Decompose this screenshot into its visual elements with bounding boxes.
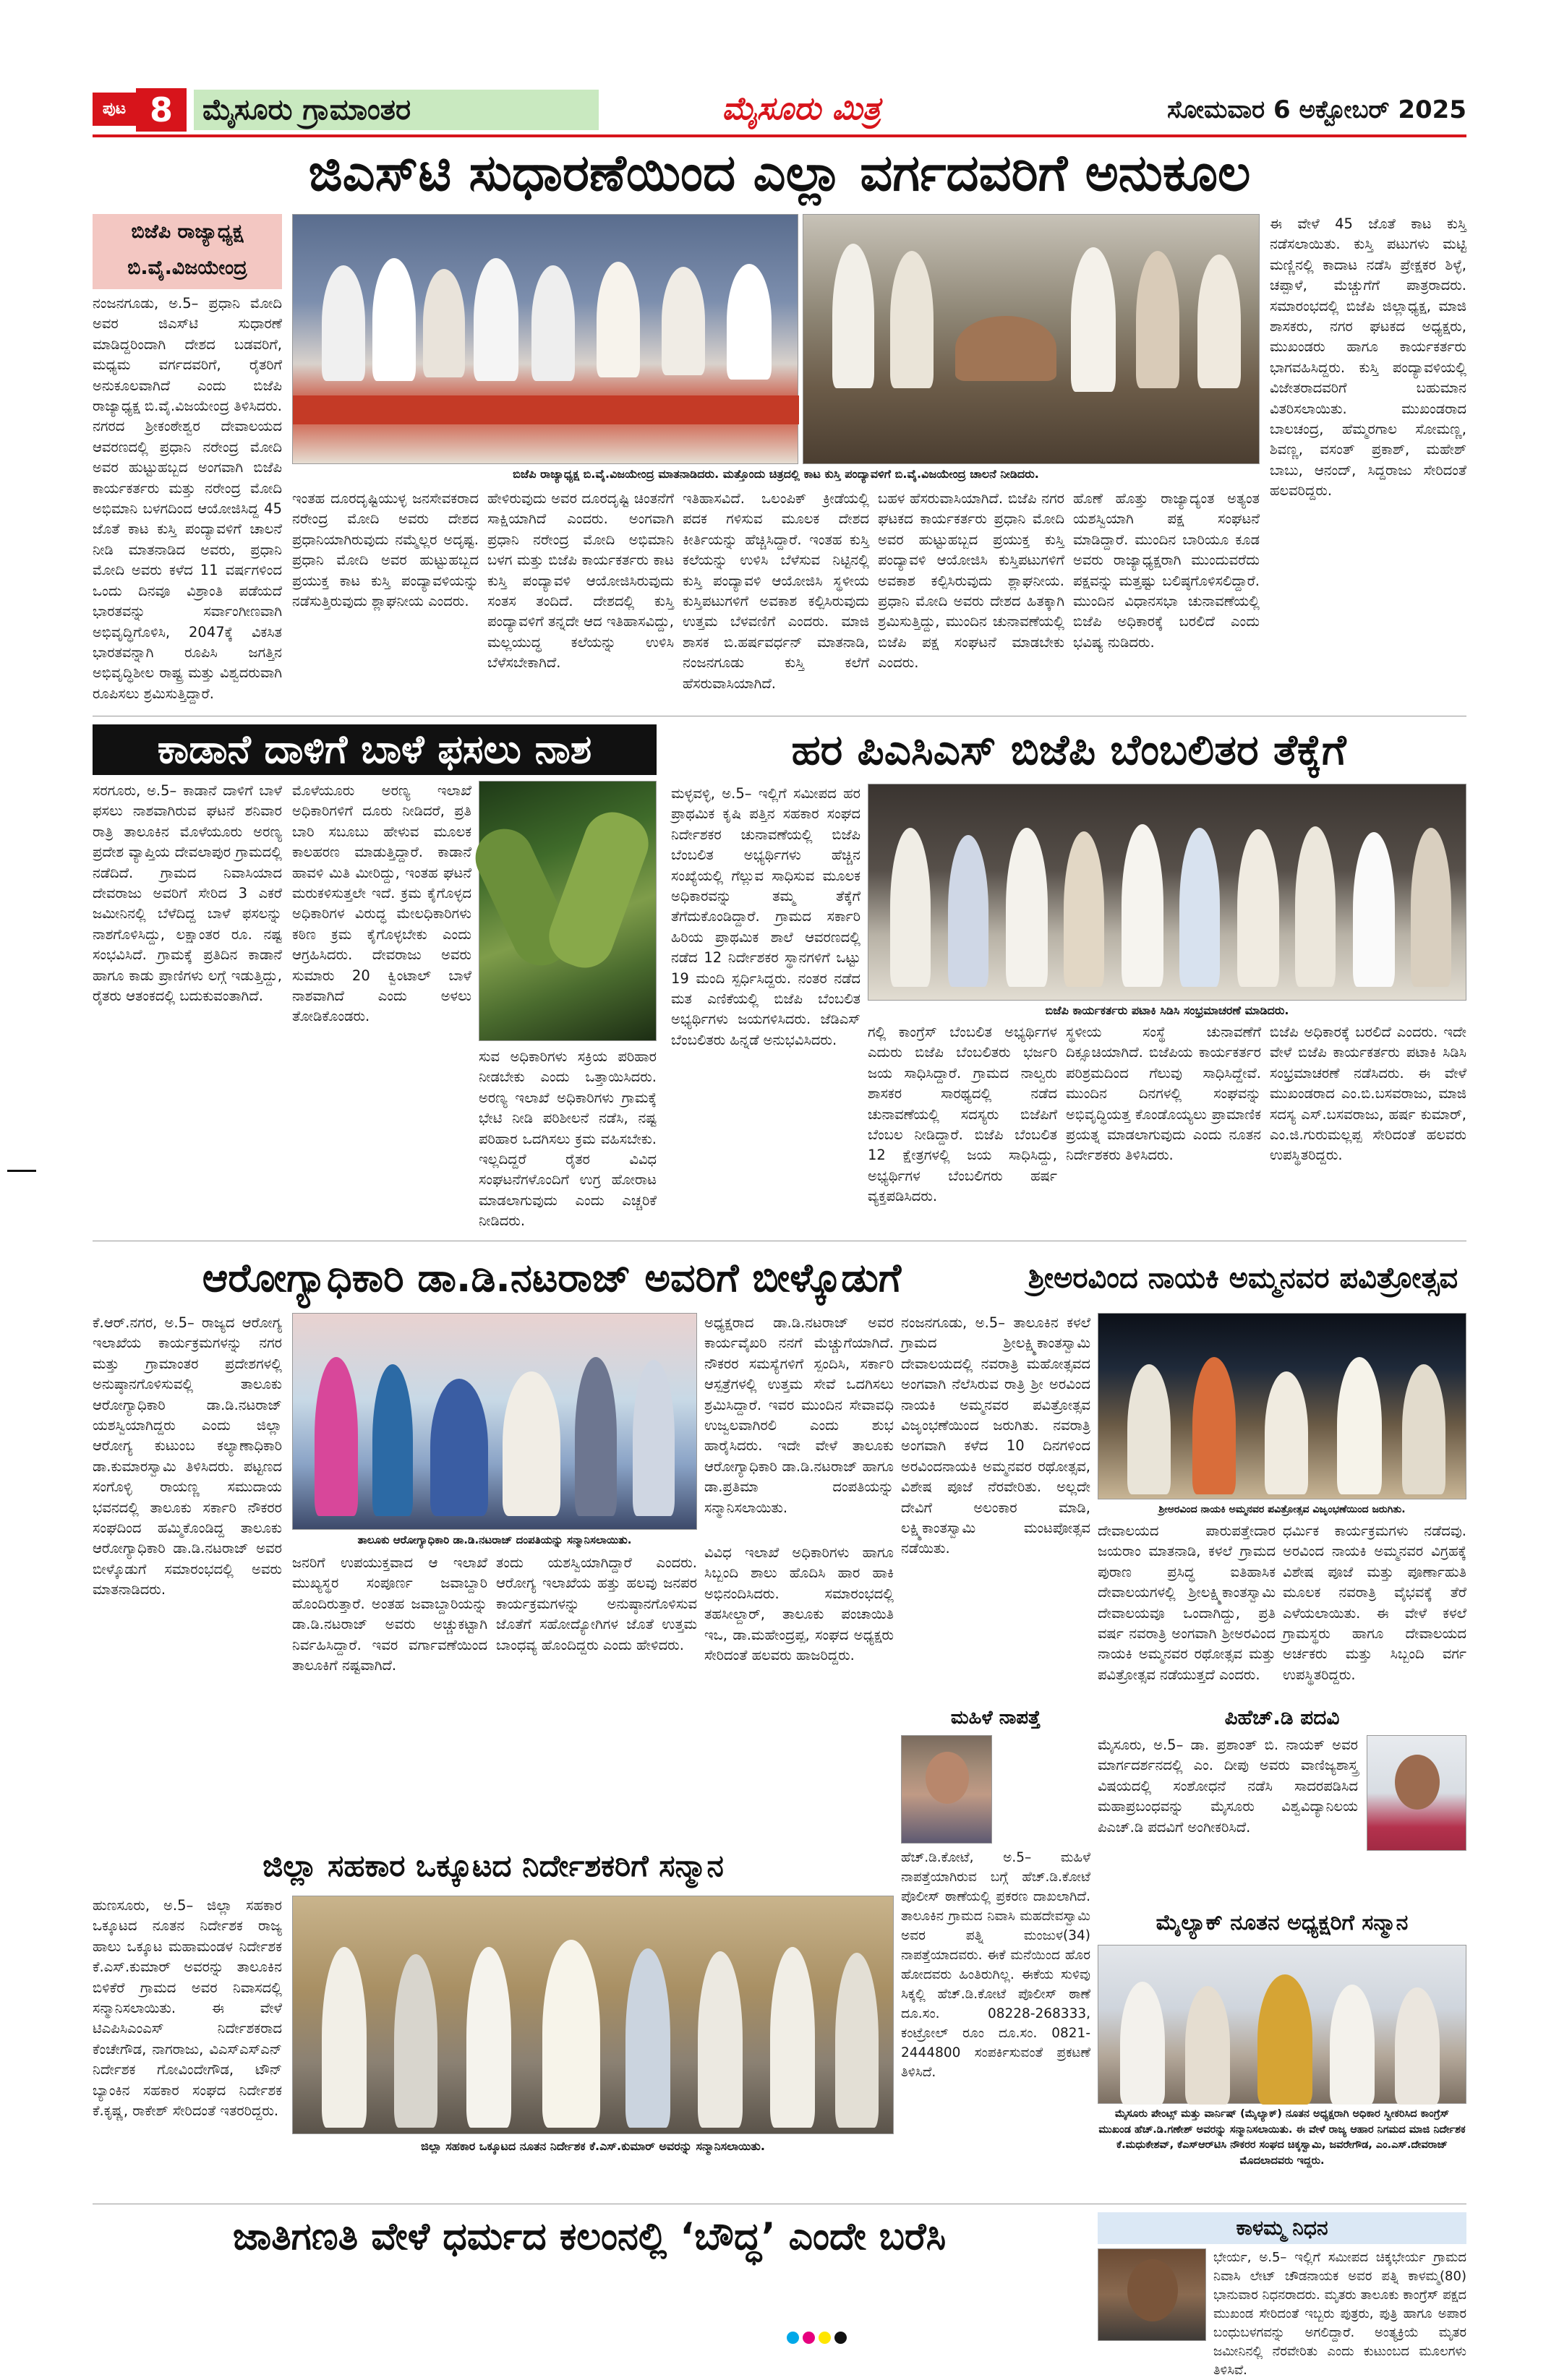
s4-headline: ಆರೋಗ್ಯಾಧಿಕಾರಿ ಡಾ.ಡಿ.ನಟರಾಜ್ ಅವರಿಗೆ ಬೀಳ್ಕೊಡುಗೆ: [202, 1255, 902, 1301]
s2-col-b: ಮೊಳೆಯೂರು ಅರಣ್ಯ ಇಲಾಖೆ ಅಧಿಕಾರಿಗಳಿಗೆ ದೂರು ನೀಡಿದರೆ, ಪ್ರತಿ ಬಾರಿ ಸಬೂಬು ಹೇಳುವ ಮೂಲಕ ಕಾಲಹರಣ ಮಾಡುತ್ತಿದ್ದಾರೆ. ಕಾಡಾನೆ ಹಾವಳಿ ಮಿತಿ ಮೀರಿದ್ದು, ಇಂತಹ ಘಟನೆ ಮರುಕಳಿಸುತ್ತಲೇ ಇದೆ. ಕ್ರಮ ಕೈಗೊಳ್ಳದ ಅಧಿಕಾರಿಗಳ ವಿರುದ್ಧ ಮೇಲಧಿಕಾರಿಗಳು ಕಠಿಣ ಕ್ರಮ ಕೈಗೊಳ್ಳಬೇಕು ಎಂದು ಆಗ್ರಹಿಸಿದರು. ದೇವರಾಜು ಅವರು ಸುಮಾರು 20 ಕ್ವಿಂಟಾಲ್ ಬಾಳೆ ನಾಶವಾಗಿದೆ ಎಂದು ಅಳಲು ತೋಡಿಕೊಂಡರು.: [292, 782, 471, 1025]
s2-col-c: ಸುವ ಅಧಿಕಾರಿಗಳು ಸಕ್ರಿಯ ಪರಿಹಾರ ನೀಡಬೇಕು ಎಂದು ಒತ್ತಾಯಿಸಿದರು. ಅರಣ್ಯ ಇಲಾಖೆ ಅಧಿಕಾರಿಗಳು ಗ್ರಾಮಕ್ಕೆ ಭೇಟಿ ನೀಡಿ ಪರಿಶೀಲನೆ ನಡೆಸಿ, ನಷ್ಟ ಪರಿಹಾರ ಒದಗಿಸಲು ಕ್ರಮ ವಹಿಸಬೇಕು. ಇಲ್ಲದಿದ್ದರೆ ರೈತರ ವಿವಿಧ ಸಂಘಟನೆಗಳೊಂದಿಗೆ ಉಗ್ರ ಹೋರಾಟ ಮಾಡಲಾಗುವುದು ಎಂದು ಎಚ್ಚರಿಕೆ ನೀಡಿದರು.: [479, 1048, 657, 1230]
s1-col-d: ಇತಿಹಾಸವಿದೆ. ಒಲಂಪಿಕ್ ಕ್ರೀಡೆಯಲ್ಲಿ ಪದಕ ಗಳಿಸುವ ಮೂಲಕ ದೇಶದ ಕೀರ್ತಿಯನ್ನು ಹೆಚ್ಚಿಸಿದ್ದಾರೆ. ಇಂತಹ ಕುಸ್ತಿ ಕಲೆಯನ್ನು ಉಳಿಸಿ ಬೆಳೆಸುವ ನಿಟ್ಟಿನಲ್ಲಿ ಕುಸ್ತಿ ಪಂದ್ಯಾವಳಿ ಆಯೋಜಿಸಿ ಸ್ಥಳೀಯ ಕುಸ್ತಿಪಟುಗಳಿಗೆ ಅವಕಾಶ ಕಲ್ಪಿಸಿರುವುದು ಉತ್ತಮ ಬೆಳವಣಿಗೆ ಎಂದರು. ಮಾಜಿ ಶಾಸಕ ಬಿ.ಹರ್ಷವರ್ಧನ್ ಮಾತನಾಡಿ, ನಂಜನಗೂಡು ಕುಸ್ತಿ ಕಲೆಗೆ ಹೆಸರುವಾಸಿಯಾಗಿದೆ.: [683, 490, 869, 692]
s1-col-g: ಈ ವೇಳೆ 45 ಜೊತೆ ಕಾಟ ಕುಸ್ತಿ ನಡೆಸಲಾಯಿತು. ಕುಸ್ತಿ ಪಟುಗಳು ಮಟ್ಟಿ ಮಣ್ಣಿನಲ್ಲಿ ಕಾದಾಟ ನಡೆಸಿ ಪ್ರೇಕ್ಷಕರ ಶಿಳ್ಳೆ, ಚಪ್ಪಾಳೆ, ಮೆಚ್ಚುಗೆಗೆ ಪಾತ್ರರಾದರು. ಸಮಾರಂಭದಲ್ಲಿ ಬಿಜೆಪಿ ಜಿಲ್ಲಾಧ್ಯಕ್ಷ, ಮಾಜಿ ಶಾಸಕರು, ನಗರ ಘಟಕದ ಅಧ್ಯಕ್ಷರು, ಮುಖಂಡರು ಹಾಗೂ ಕಾರ್ಯಕರ್ತರು ಭಾಗವಹಿಸಿದ್ದರು. ಕುಸ್ತಿ ಪಂದ್ಯಾವಳಿಯಲ್ಲಿ ವಿಜೇತರಾದವರಿಗೆ ಬಹುಮಾನ ವಿತರಿಸಲಾಯಿತು. ಮುಖಂಡರಾದ ಬಾಲಚಂದ್ರ, ಹೆಮ್ಮರಗಾಲ ಸೋಮಣ್ಣ, ಶಿವಣ್ಣ, ವಸಂತ್ ಪ್ರಕಾಶ್, ಮಹೇಶ್ ಬಾಬು, ಆನಂದ್, ಸಿದ್ದರಾಜು ಸೇರಿದಂತೆ ಹಲವರಿದ್ದರು.: [1270, 215, 1466, 500]
s7-portrait-photo: [901, 1735, 992, 1844]
s4-photo-felicitation: [292, 1313, 697, 1530]
s3-caption: ಬಿಜೆಪಿ ಕಾರ್ಯಕರ್ತರು ಪಟಾಕಿ ಸಿಡಿಸಿ ಸಂಭ್ರಮಾಚರಣೆ ಮಾಡಿದರು.: [868, 1002, 1466, 1019]
s1-caption: ಬಿಜೆಪಿ ರಾಜ್ಯಾಧ್ಯಕ್ಷ ಬಿ.ವೈ.ವಿಜಯೇಂದ್ರ ಮಾತನಾಡಿದರು. ಮತ್ತೊಂದು ಚಿತ್ರದಲ್ಲಿ ಕಾಟ ಕುಸ್ತಿ ಪಂದ್ಯಾವಳಿಗೆ ಬಿ.ವೈ.ವಿಜಯೇಂದ್ರ ಚಾಲನೆ ನೀಡಿದರು.: [292, 466, 1260, 483]
page-word: ಪುಟ: [93, 93, 136, 126]
s11-portrait-photo: [1098, 2248, 1206, 2341]
s5-photo-temple: [1098, 1313, 1466, 1499]
s1-col-a: ನಂಜನಗೂಡು, ಅ.5– ಪ್ರಧಾನಿ ಮೋದಿ ಅವರ ಜಿಎಸ್‌ಟಿ ಸುಧಾರಣೆ ಮಾಡಿದ್ದರಿಂದಾಗಿ ದೇಶದ ಬಡವರಿಗೆ, ಮಧ್ಯಮ ವರ್ಗದವರಿಗೆ, ರೈತರಿಗೆ ಅನುಕೂಲವಾಗಿದೆ ಎಂದು ಬಿಜೆಪಿ ರಾಜ್ಯಾಧ್ಯಕ್ಷ ಬಿ.ವೈ.ವಿಜಯೇಂದ್ರ ತಿಳಿಸಿದರು. ನಗರದ ಶ್ರೀಕಂಠೇಶ್ವರ ದೇವಾಲಯದ ಆವರಣದಲ್ಲಿ ಪ್ರಧಾನಿ ನರೇಂದ್ರ ಮೋದಿ ಅವರ ಹುಟ್ಟುಹಬ್ಬದ ಅಂಗವಾಗಿ ಬಿಜೆಪಿ ಕಾರ್ಯಕರ್ತರು ಮತ್ತು ನರೇಂದ್ರ ಮೋದಿ ಅಭಿಮಾನಿ ಬಳಗದಿಂದ ಆಯೋಜಿಸಿದ್ದ 45 ಜೊತೆ ಕಾಟ ಕುಸ್ತಿ ಪಂದ್ಯಾವಳಿಗೆ ಚಾಲನೆ ನೀಡಿ ಮಾತನಾಡಿದ ಅವರು, ಪ್ರಧಾನಿ ಮೋದಿ ಅವರು ಕಳೆದ 11 ವರ್ಷಗಳಿಂದ ಒಂದು ದಿನವೂ ವಿಶ್ರಾಂತಿ ಪಡೆಯದೆ ಭಾರತವನ್ನು ಸರ್ವಾಂಗೀಣವಾಗಿ ಅಭಿವೃದ್ಧಿಗೊಳಿಸಿ, 2047ಕ್ಕೆ ವಿಕಸಿತ ಭಾರತವನ್ನಾಗಿ ರೂಪಿಸಿ ಜಗತ್ತಿನ ಅಭಿವೃದ್ಧಿಶೀಲ ರಾಷ್ಟ್ರ ಮತ್ತು ವಿಶ್ವದರುವಾಗಿ ರೂಪಿಸಲು ಶ್ರಮಿಸುತ್ತಿದ್ದಾರೆ.: [93, 295, 282, 702]
s5-headline: ಶ್ರೀಅರವಿಂದ ನಾಯಕಿ ಅಮ್ಮನವರ ಪವಿತ್ರೋತ್ಸವ: [1028, 1262, 1458, 1295]
s1-photo-stage: [292, 214, 798, 464]
s4-col-b: ಜನರಿಗೆ ಉಪಯುಕ್ತವಾದ ಆ ಇಲಾಖೆ ಮುಖ್ಯಸ್ಥರ ಸಂಪೂರ್ಣ ಜವಾಬ್ದಾರಿ ಹೊಂದಿರುತ್ತಾರೆ. ಅಂತಹ ಜವಾಬ್ದಾರಿಯನ್ನು ಡಾ.ಡಿ.ನಟರಾಜ್ ಅವರು ಅಚ್ಚುಕಟ್ಟಾಗಿ ನಿರ್ವಹಿಸಿದ್ದಾರೆ. ಇವರ ವರ್ಗಾವಣೆಯಿಂದ ತಾಲೂಕಿಗೆ ನಷ್ಟವಾಗಿದೆ.: [292, 1554, 487, 1674]
issue-date: ಸೋಮವಾರ 6 ಅಕ್ಟೋಬರ್ 2025: [1167, 95, 1466, 124]
s9-photo-mylac: [1098, 1945, 1466, 2104]
s5-col-c: ಧರ್ಮಿಕ ಕಾರ್ಯಕ್ರಮಗಳು ನಡೆದವು. ಅರವಿಂದ ನಾಯಕಿ ಅಮ್ಮನವರ ವಿಗ್ರಹಕ್ಕೆ ವಿಶೇಷ ಪೂಜೆ ಮತ್ತು ಪೂರ್ಣಾಹುತಿ ಮೂಲಕ ನವರಾತ್ರಿ ವೈಭವಕ್ಕೆ ತೆರೆ ಎಳೆಯಲಾಯಿತು. ಈ ವೇಳೆ ಕಳಲೆ ಗ್ರಾಮಸ್ಥರು ಹಾಗೂ ದೇವಾಲಯದ ಅರ್ಚಕರು ಮತ್ತು ಸಿಬ್ಬಂದಿ ವರ್ಗ ಉಪಸ್ಥಿತರಿದ್ದರು.: [1283, 1523, 1466, 1683]
s3-col-c: ಸ್ಥಳೀಯ ಸಂಸ್ಥೆ ಚುನಾವಣೆಗೆ ದಿಕ್ಸೂಚಿಯಾಗಿದೆ. ಬಿಜೆಪಿಯ ಕಾರ್ಯಕರ್ತರ ಪರಿಶ್ರಮದಿಂದ ಗೆಲುವು ಸಾಧಿಸಿದ್ದೇವೆ. ಮುಂದಿನ ದಿನಗಳಲ್ಲಿ ಸಂಘವನ್ನು ಅಭಿವೃದ್ಧಿಯತ್ತ ಕೊಂಡೊಯ್ಯಲು ಪ್ರಾಮಾಣಿಕ ಪ್ರಯತ್ನ ಮಾಡಲಾಗುವುದು ಎಂದು ನೂತನ ನಿರ್ದೇಶಕರು ತಿಳಿಸಿದರು.: [1066, 1024, 1261, 1164]
s1-photo-wrestling: [803, 214, 1260, 464]
s10-headline: ಜಾತಿಗಣತಿ ವೇಳೆ ಧರ್ಮದ ಕಲಂನಲ್ಲಿ ‘ಬೌದ್ಧ’ ಎಂದೇ ಬರೆಸಿ: [232, 2215, 947, 2259]
s6-headline: ಜಿಲ್ಲಾ ಸಹಕಾರ ಒಕ್ಕೂಟದ ನಿರ್ದೇಶಕರಿಗೆ ಸನ್ಮಾನ: [262, 1848, 724, 1883]
s3-headline: ಹರ ಪಿಎಸಿಎಸ್ ಬಿಜೆಪಿ ಬೆಂಬಲಿತರ ತೆಕ್ಕೆಗೆ: [791, 725, 1346, 774]
s7-headline: ಮಹಿಳೆ ನಾಪತ್ತೆ: [950, 1707, 1041, 1729]
masthead-rule: [93, 134, 1466, 137]
registration-mark: [787, 2332, 799, 2344]
section-name: ಮೈಸೂರು ಗ್ರಾಮಾಂತರ: [194, 90, 599, 130]
s2-col-a: ಸರಗೂರು, ಅ.5– ಕಾಡಾನೆ ದಾಳಿಗೆ ಬಾಳೆ ಫಸಲು ನಾಶವಾಗಿರುವ ಘಟನೆ ಶನಿವಾರ ರಾತ್ರಿ ತಾಲೂಕಿನ ಮೊಳೆಯೂರು ಅರಣ್ಯ ಪ್ರದೇಶ ವ್ಯಾಪ್ತಿಯ ದೇವಲಾಪುರ ಗ್ರಾಮದಲ್ಲಿ ನಡೆದಿದೆ. ಗ್ರಾಮದ ನಿವಾಸಿಯಾದ ದೇವರಾಜು ಅವರಿಗೆ ಸೇರಿದ 3 ಎಕರೆ ಜಮೀನಿನಲ್ಲಿ ಬೆಳೆದಿದ್ದ ಬಾಳೆ ಫಸಲನ್ನು ನಾಶಗೊಳಿಸಿದ್ದು, ಲಕ್ಷಾಂತರ ರೂ. ನಷ್ಟ ಸಂಭವಿಸಿದೆ. ಗ್ರಾಮಕ್ಕೆ ಪ್ರತಿದಿನ ಕಾಡಾನೆ ಹಾಗೂ ಕಾಡು ಪ್ರಾಣಿಗಳು ಲಗ್ಗೆ ಇಡುತ್ತಿದ್ದು, ರೈತರು ಆತಂಕದಲ್ಲಿ ಬದುಕುವಂತಾಗಿದೆ.: [93, 782, 282, 1005]
s1-col-f: ಹೊಣೆ ಹೊತ್ತು ರಾಜ್ಯಾದ್ಯಂತ ಅತ್ಯಂತ ಯಶಸ್ವಿಯಾಗಿ ಪಕ್ಷ ಸಂಘಟನೆ ಮಾಡಿದ್ದಾರೆ. ಮುಂದಿನ ಬಾರಿಯೂ ಕೂಡ ಅವರು ರಾಜ್ಯಾಧ್ಯಕ್ಷರಾಗಿ ಮುಂದುವರೆದು ಪಕ್ಷವನ್ನು ಮತ್ತಷ್ಟು ಬಲಿಷ್ಠಗೊಳಿಸಲಿದ್ದಾರೆ. ಮುಂದಿನ ವಿಧಾನಸಭಾ ಚುನಾವಣೆಯಲ್ಲಿ ಬಿಜೆಪಿ ಅಧಿಕಾರಕ್ಕೆ ಬರಲಿದೆ ಎಂದು ಭವಿಷ್ಯ ನುಡಿದರು.: [1073, 490, 1260, 651]
s4-col-d: ಅಧ್ಯಕ್ಷರಾದ ಡಾ.ಡಿ.ನಟರಾಜ್ ಅವರ ಕಾರ್ಯವೈಖರಿ ನನಗೆ ಮೆಚ್ಚುಗೆಯಾಗಿದೆ. ನೌಕರರ ಸಮಸ್ಯೆಗಳಿಗೆ ಸ್ಪಂದಿಸಿ, ಸರ್ಕಾರಿ ಆಸ್ಪತ್ರೆಗಳಲ್ಲಿ ಉತ್ತಮ ಸೇವೆ ಒದಗಿಸಲು ಶ್ರಮಿಸಿದ್ದಾರೆ. ಇವರ ಮುಂದಿನ ಸೇವಾವಧಿ ಉಜ್ವಲವಾಗಿರಲಿ ಎಂದು ಶುಭ ಹಾರೈಸಿದರು. ಇದೇ ವೇಳೆ ತಾಲೂಕು ಆರೋಗ್ಯಾಧಿಕಾರಿ ಡಾ.ಡಿ.ನಟರಾಜ್ ಹಾಗೂ ಡಾ.ಪ್ರತಿಮಾ ದಂಪತಿಯನ್ನು ಸನ್ಮಾನಿಸಲಾಯಿತು.: [704, 1314, 894, 1516]
registration-mark: [834, 2332, 847, 2344]
s6-photo-cooperative: [292, 1896, 894, 2134]
s11-col-a: ಭೇರ್ಯ, ಅ.5– ಇಲ್ಲಿಗೆ ಸಮೀಪದ ಚಿಕ್ಕಭೇರ್ಯ ಗ್ರಾಮದ ನಿವಾಸಿ ಲೇಟ್ ಚೌಡನಾಯಕ ಅವರ ಪತ್ನಿ ಕಾಳಮ್ಮ(80) ಭಾನುವಾರ ನಿಧನರಾದರು. ಮೃತರು ತಾಲೂಕು ಕಾಂಗ್ರೆಸ್ ಪಕ್ಷದ ಮುಖಂಡ ಸೇರಿದಂತೆ ಇಬ್ಬರು ಪುತ್ರರು, ಪುತ್ರಿ ಹಾಗೂ ಅಪಾರ ಬಂಧುಬಳಗವನ್ನು ಅಗಲಿದ್ದಾರೆ. ಅಂತ್ಯಕ್ರಿಯೆ ಮೃತರ ಜಮೀನಿನಲ್ಲಿ ನೆರವೇರಿತು ಎಂದು ಕುಟುಂಬದ ಮೂಲಗಳು ತಿಳಿಸಿವೆ.: [1213, 2250, 1466, 2378]
s6-caption: ಜಿಲ್ಲಾ ಸಹಕಾರ ಒಕ್ಕೂಟದ ನೂತನ ನಿರ್ದೇಶಕ ಕೆ.ಎಸ್.ಕುಮಾರ್ ಅವರನ್ನು ಸನ್ಮಾನಿಸಲಾಯಿತು.: [292, 2137, 894, 2175]
s3-col-a: ಮಳ್ಳವಳ್ಳಿ, ಅ.5– ಇಲ್ಲಿಗೆ ಸಮೀಪದ ಹರ ಪ್ರಾಥಮಿಕ ಕೃಷಿ ಪತ್ತಿನ ಸಹಕಾರ ಸಂಘದ ನಿರ್ದೇಶಕರ ಚುನಾವಣೆಯಲ್ಲಿ ಬಿಜೆಪಿ ಬೆಂಬಲಿತ ಅಭ್ಯರ್ಥಿಗಳು ಹೆಚ್ಚಿನ ಸಂಖ್ಯೆಯಲ್ಲಿ ಗೆಲ್ಲುವ ಸಾಧಿಸುವ ಮೂಲಕ ಅಧಿಕಾರವನ್ನು ತಮ್ಮ ತೆಕ್ಕೆಗೆ ತೆಗೆದುಕೊಂಡಿದ್ದಾರೆ. ಗ್ರಾಮದ ಸರ್ಕಾರಿ ಹಿರಿಯ ಪ್ರಾಥಮಿಕ ಶಾಲೆ ಆವರಣದಲ್ಲಿ ನಡೆದ 12 ನಿರ್ದೇಶಕರ ಸ್ಥಾನಗಳಿಗೆ ಒಟ್ಟು 19 ಮಂದಿ ಸ್ಪರ್ಧಿಸಿದ್ದರು. ನಂತರ ನಡೆದ ಮತ ಎಣಿಕೆಯಲ್ಲಿ ಬಿಜೆಪಿ ಬೆಂಬಲಿತ ಅಭ್ಯರ್ಥಿಗಳು ಜಯಗಳಿಸಿದರು. ಜೆಡಿಎಸ್ ಬೆಂಬಲಿತರು ಹಿನ್ನಡೆ ಅನುಭವಿಸಿದರು.: [671, 785, 860, 1048]
s1-kicker-line1: ಬಿಜೆಪಿ ರಾಜ್ಯಾಧ್ಯಕ್ಷ: [131, 221, 244, 243]
registration-mark: [819, 2332, 831, 2344]
s6-col-a: ಹುಣಸೂರು, ಅ.5– ಜಿಲ್ಲಾ ಸಹಕಾರ ಒಕ್ಕೂಟದ ನೂತನ ನಿರ್ದೇಶಕ ರಾಜ್ಯ ಹಾಲು ಒಕ್ಕೂಟ ಮಹಾಮಂಡಳ ನಿರ್ದೇಶಕ ಕೆ.ಎಸ್.ಕುಮಾರ್ ಅವರನ್ನು ತಾಲೂಕಿನ ಬಿಳಿಕೆರೆ ಗ್ರಾಮದ ಅವರ ನಿವಾಸದಲ್ಲಿ ಸನ್ಮಾನಿಸಲಾಯಿತು. ಈ ವೇಳೆ ಟಿಎಪಿಸಿಎಂಎಸ್ ನಿರ್ದೇಶಕರಾದ ಕೆಂಚೇಗೌಡ, ನಾಗರಾಜು, ವಿಎಸ್‌ಎಸ್‌ಎನ್ ನಿರ್ದೇಶಕ ಗೋವಿಂದೇಗೌಡ, ಟೌನ್ ಬ್ಯಾಂಕಿನ ಸಹಕಾರ ಸಂಘದ ನಿರ್ದೇಶಕ ಕೆ.ಕೃಷ್ಣ, ರಾಕೇಶ್ ಸೇರಿದಂತೆ ಇತರರಿದ್ದರು.: [93, 1897, 282, 2120]
s1-col-c: ಹೇಳಿರುವುದು ಅವರ ದೂರದೃಷ್ಟಿ ಚಿಂತನೆಗೆ ಸಾಕ್ಷಿಯಾಗಿದೆ ಎಂದರು. ಅಂಗವಾಗಿ ಪ್ರಧಾನಿ ನರೇಂದ್ರ ಮೋದಿ ಅಭಿಮಾನಿ ಬಳಗ ಮತ್ತು ಬಿಜೆಪಿ ಕಾರ್ಯಕರ್ತರು ಕಾಟ ಕುಸ್ತಿ ಪಂದ್ಯಾವಳಿ ಆಯೋಜಿಸಿರುವುದು ಸಂತಸ ತಂದಿದೆ. ದೇಶದಲ್ಲಿ ಕುಸ್ತಿ ಪಂದ್ಯಾವಳಿಗೆ ತನ್ನದೇ ಆದ ಇತಿಹಾಸವಿದ್ದು, ಮಲ್ಲಯುದ್ಧ ಕಲೆಯನ್ನು ಉಳಿಸಿ ಬೆಳೆಸಬೇಕಾಗಿದೆ.: [487, 490, 674, 672]
registration-mark: [803, 2332, 815, 2344]
s1-headline: ಜಿಎಸ್‌ಟಿ ಸುಧಾರಣೆಯಿಂದ ಎಲ್ಲಾ ವರ್ಗದವರಿಗೆ ಅನುಕೂಲ: [308, 143, 1251, 202]
s1-col-e: ಬಹಳ ಹೆಸರುವಾಸಿಯಾಗಿದೆ. ಬಿಜೆಪಿ ನಗರ ಘಟಕದ ಕಾರ್ಯಕರ್ತರು ಪ್ರಧಾನಿ ಮೋದಿ ಅವರ ಹುಟ್ಟುಹಬ್ಬದ ಪ್ರಯುಕ್ತ ಕುಸ್ತಿ ಪಂದ್ಯಾವಳಿ ಆಯೋಜಿಸಿ ಕುಸ್ತಿಪಟುಗಳಿಗೆ ಅವಕಾಶ ಕಲ್ಪಿಸಿರುವುದು ಶ್ಲಾಘನೀಯ. ಪ್ರಧಾನಿ ಮೋದಿ ಅವರು ದೇಶದ ಹಿತಕ್ಕಾಗಿ ಶ್ರಮಿಸುತ್ತಿದ್ದು, ಮುಂದಿನ ಚುನಾವಣೆಯಲ್ಲಿ ಬಿಜೆಪಿ ಪಕ್ಷ ಸಂಘಟನೆ ಮಾಡಬೇಕು ಎಂದರು.: [878, 490, 1064, 672]
s5-col-a: ನಂಜನಗೂಡು, ಅ.5– ತಾಲೂಕಿನ ಕಳಲೆ ಗ್ರಾಮದ ಶ್ರೀಲಕ್ಷ್ಮಿಕಾಂತಸ್ವಾಮಿ ದೇವಾಲಯದಲ್ಲಿ ನವರಾತ್ರಿ ಮಹೋತ್ಸವದ ಅಂಗವಾಗಿ ನೆಲೆಸಿರುವ ರಾತ್ರಿ ಶ್ರೀ ಅರವಿಂದ ನಾಯಕಿ ಅಮ್ಮನವರ ಪವಿತ್ರೋತ್ಸವ ವಿಜೃಂಭಣೆಯಿಂದ ಜರುಗಿತು. ನವರಾತ್ರಿ ಅಂಗವಾಗಿ ಕಳೆದ 10 ದಿನಗಳಿಂದ ಅರವಿಂದನಾಯಕಿ ಅಮ್ಮನವರ ರಥೋತ್ಸವ, ವಿಶೇಷ ಪೂಜೆ ನೆರವೇರಿತು. ಅಲ್ಲದೇ ದೇವಿಗೆ ಅಲಂಕಾರ ಮಾಡಿ, ಲಕ್ಷ್ಮಿಕಾಂತಸ್ವಾಮಿ ಮಂಟಪೋತ್ಸವ ನಡೆಯಿತು.: [901, 1314, 1090, 1557]
s8-portrait-photo: [1367, 1735, 1466, 1851]
s7-col-a: ಹೆಚ್.ಡಿ.ಕೋಟೆ, ಅ.5– ಮಹಿಳೆ ನಾಪತ್ತೆಯಾಗಿರುವ ಬಗ್ಗೆ ಹೆಚ್.ಡಿ.ಕೋಟೆ ಪೊಲೀಸ್ ಠಾಣೆಯಲ್ಲಿ ಪ್ರಕರಣ ದಾಖಲಾಗಿದೆ. ತಾಲೂಕಿನ ಗ್ರಾಮದ ನಿವಾಸಿ ಮಹದೇವಸ್ವಾಮಿ ಅವರ ಪತ್ನಿ ಮಂಜುಳ(34) ನಾಪತ್ತೆಯಾದವರು. ಈಕೆ ಮನೆಯಿಂದ ಹೊರ ಹೋದವರು ಹಿಂತಿರುಗಿಲ್ಲ. ಈಕೆಯ ಸುಳಿವು ಸಿಕ್ಕಲ್ಲಿ ಹೆಚ್.ಡಿ.ಕೋಟೆ ಪೊಲೀಸ್ ಠಾಣೆ ದೂ.ಸಂ. 08228-268333, ಕಂಟ್ರೋಲ್ ರೂಂ ದೂ.ಸಂ. 0821-2444800 ಸಂಪರ್ಕಿಸುವಂತೆ ಪ್ರಕಟಣೆ ತಿಳಿಸಿದೆ.: [901, 1850, 1090, 2080]
page-number: 8: [136, 88, 187, 132]
s5-col-b: ದೇವಾಲಯದ ಪಾರುಪತ್ತೇದಾರ ಜಯರಾಂ ಮಾತನಾಡಿ, ಕಳಲೆ ಗ್ರಾಮದ ಪುರಾಣ ಪ್ರಸಿದ್ಧ ಐತಿಹಾಸಿಕ ದೇವಾಲಯಗಳಲ್ಲಿ ಶ್ರೀಲಕ್ಷ್ಮಿಕಾಂತಸ್ವಾಮಿ ದೇವಾಲಯವೂ ಒಂದಾಗಿದ್ದು, ಪ್ರತಿ ವರ್ಷ ನವರಾತ್ರಿ ಅಂಗವಾಗಿ ಶ್ರೀಅರವಿಂದ ನಾಯಕಿ ಅಮ್ಮನವರ ರಥೋತ್ಸವ ಮತ್ತು ಪವಿತ್ರೋತ್ಸವ ನಡೆಯುತ್ತದೆ ಎಂದರು.: [1098, 1523, 1276, 1683]
s3-col-d: ಬಿಜೆಪಿ ಅಧಿಕಾರಕ್ಕೆ ಬರಲಿದೆ ಎಂದರು. ಇದೇ ವೇಳೆ ಬಿಜೆಪಿ ಕಾರ್ಯಕರ್ತರು ಪಟಾಕಿ ಸಿಡಿಸಿ ಸಂಭ್ರಮಾಚರಣೆ ನಡೆಸಿದರು. ಈ ವೇಳೆ ಮುಖಂಡರಾದ ಎಂ.ಬಿ.ಬಸವರಾಜು, ಮಾಜಿ ಸದಸ್ಯ ಎಸ್.ಬಸವರಾಜು, ಹರ್ಷ ಕುಮಾರ್, ಎಂ.ಜಿ.ಗುರುಮಲ್ಲಪ್ಪ ಸೇರಿದಂತೆ ಹಲವರು ಉಪಸ್ಥಿತರಿದ್ದರು.: [1270, 1024, 1466, 1164]
paper-logo: ಮೈಸೂರು ಮಿತ್ರ: [722, 90, 881, 127]
s1-col-b: ಇಂತಹ ದೂರದೃಷ್ಟಿಯುಳ್ಳ ಜನಸೇವಕರಾದ ನರೇಂದ್ರ ಮೋದಿ ಅವರು ದೇಶದ ಪ್ರಧಾನಿಯಾಗಿರುವುದು ನಮ್ಮೆಲ್ಲರ ಅದೃಷ್ಟ. ಪ್ರಧಾನಿ ಮೋದಿ ಅವರ ಹುಟ್ಟುಹಬ್ಬದ ಪ್ರಯುಕ್ತ ಕಾಟ ಕುಸ್ತಿ ಪಂದ್ಯಾವಳಿಯನ್ನು ನಡೆಸುತ್ತಿರುವುದು ಶ್ಲಾಘನೀಯ ಎಂದರು.: [292, 490, 479, 610]
s4-caption: ತಾಲೂಕು ಆರೋಗ್ಯಾಧಿಕಾರಿ ಡಾ.ಡಿ.ನಟರಾಜ್ ದಂಪತಿಯನ್ನು ಸನ್ಮಾನಿಸಲಾಯಿತು.: [292, 1531, 697, 1549]
s8-headline: ಪಿಹೆಚ್.ಡಿ ಪದವಿ: [1224, 1705, 1340, 1729]
s11-headline: ಕಾಳಮ್ಮ ನಿಧನ: [1098, 2212, 1466, 2244]
s4-col-e: ವಿವಿಧ ಇಲಾಖೆ ಅಧಿಕಾರಿಗಳು ಹಾಗೂ ಸಿಬ್ಬಂದಿ ಶಾಲು ಹೊದಿಸಿ ಹಾರ ಹಾಕಿ ಅಭಿನಂದಿಸಿದರು. ಸಮಾರಂಭದಲ್ಲಿ ತಹಸೀಲ್ದಾರ್, ತಾಲೂಕು ಪಂಚಾಯಿತಿ ಇಒ, ಡಾ.ಮಹೇಂದ್ರಪ್ಪ, ಸಂಘದ ಅಧ್ಯಕ್ಷರು ಸೇರಿದಂತೆ ಹಲವರು ಹಾಜರಿದ್ದರು.: [704, 1544, 894, 1664]
s3-col-b: ಗಲ್ಲಿ ಕಾಂಗ್ರೆಸ್ ಬೆಂಬಲಿತ ಅಭ್ಯರ್ಥಿಗಳ ಎದುರು ಬಿಜೆಪಿ ಬೆಂಬಲಿತರು ಭರ್ಜರಿ ಜಯ ಸಾಧಿಸಿದ್ದಾರೆ. ಗ್ರಾಮದ ನಾಲ್ವರು ಶಾಸಕರ ಸಾರಥ್ಯದಲ್ಲಿ ನಡೆದ ಚುನಾವಣೆಯಲ್ಲಿ ಸದಸ್ಯರು ಬಿಜೆಪಿಗೆ ಬೆಂಬಲ ನೀಡಿದ್ದಾರೆ. ಬಿಜೆಪಿ ಬೆಂಬಲಿತ 12 ಕ್ಷೇತ್ರಗಳಲ್ಲಿ ಜಯ ಸಾಧಿಸಿದ್ದು, ಅಭ್ಯರ್ಥಿಗಳ ಬೆಂಬಲಿಗರು ಹರ್ಷ ವ್ಯಕ್ತಪಡಿಸಿದರು.: [868, 1024, 1057, 1205]
s3-photo-supporters: [868, 784, 1466, 1001]
masthead: [93, 87, 1466, 132]
s4-col-c: ತಂದು ಯಶಸ್ವಿಯಾಗಿದ್ದಾರೆ ಎಂದರು. ಆರೋಗ್ಯ ಇಲಾಖೆಯ ಹತ್ತು ಹಲವು ಜನಪರ ಕಾರ್ಯಕ್ರಮಗಳನ್ನು ಅನುಷ್ಠಾನಗೊಳಿಸುವ ಜೊತೆಗೆ ಸಹೋದ್ಯೋಗಿಗಳ ಜೊತೆ ಉತ್ತಮ ಬಾಂಧವ್ಯ ಹೊಂದಿದ್ದರು ಎಂದು ಹೇಳಿದರು.: [496, 1554, 697, 1653]
s9-headline: ಮೈಲ್ಯಾಕ್ ನೂತನ ಅಧ್ಯಕ್ಷರಿಗೆ ಸನ್ಮಾನ: [1156, 1910, 1409, 1935]
s1-kicker-line2: ಬಿ.ವೈ.ವಿಜಯೇಂದ್ರ: [127, 257, 247, 279]
s9-caption: ಮೈಸೂರು ಪೇಂಟ್ಸ್ ಮತ್ತು ವಾರ್ನಿಷ್ (ಮೈಲ್ಯಾಕ್) ನೂತನ ಅಧ್ಯಕ್ಷರಾಗಿ ಅಧಿಕಾರ ಸ್ವೀಕರಿಸಿದ ಕಾಂಗ್ರೆಸ್ ಮುಖಂಡ ಹೆಚ್.ಡಿ.ಗಣೇಶ್ ಅವರನ್ನು ಸನ್ಮಾನಿಸಲಾಯಿತು. ಈ ವೇಳೆ ರಾಜ್ಯ ಆಹಾರ ನಿಗಮದ ಮಾಜಿ ನಿರ್ದೇಶಕ ಕೆ.ಮಧುಕೇಶವ್, ಕೆಎಸ್‌ಆರ್‌ಟಿಸಿ ನೌಕರರ ಸಂಘದ ಚಿಕ್ಕಸ್ವಾಮಿ, ಜವರೇಗೌಡ, ಎಂ.ಎಸ್.ದೇವರಾಜ್ ಮೊದಲಾದವರು ಇದ್ದರು.: [1098, 2107, 1466, 2201]
s2-headline: ಕಾಡಾನೆ ದಾಳಿಗೆ ಬಾಳೆ ಫಸಲು ನಾಶ: [93, 724, 657, 775]
s5-caption: ಶ್ರೀಅರವಿಂದ ನಾಯಕಿ ಅಮ್ಮನವರ ಪವಿತ್ರೋತ್ಸವ ವಿಜೃಂಭಣೆಯಿಂದ ಜರುಗಿತು.: [1098, 1501, 1466, 1518]
crop-mark: [7, 1170, 36, 1172]
s2-photo-banana-field: [479, 781, 657, 1041]
s8-col-a: ಮೈಸೂರು, ಅ.5– ಡಾ. ಪ್ರಶಾಂತ್ ಬಿ. ನಾಯಕ್ ಅವರ ಮಾರ್ಗದರ್ಶನದಲ್ಲಿ ಎಂ. ದೀಪು ಅವರು ವಾಣಿಜ್ಯಶಾಸ್ತ್ರ ವಿಷಯದಲ್ಲಿ ಸಂಶೋಧನೆ ನಡೆಸಿ ಸಾದರಪಡಿಸಿದ ಮಹಾಪ್ರಬಂಧವನ್ನು ಮೈಸೂರು ವಿಶ್ವವಿದ್ಯಾನಿಲಯ ಪಿಎಚ್.ಡಿ ಪದವಿಗೆ ಅಂಗೀಕರಿಸಿದೆ.: [1098, 1737, 1358, 1836]
s4-col-a: ಕೆ.ಆರ್.ನಗರ, ಅ.5– ರಾಜ್ಯದ ಆರೋಗ್ಯ ಇಲಾಖೆಯ ಕಾರ್ಯಕ್ರಮಗಳನ್ನು ನಗರ ಮತ್ತು ಗ್ರಾಮಾಂತರ ಪ್ರದೇಶಗಳಲ್ಲಿ ಅನುಷ್ಠಾನಗೊಳಿಸುವಲ್ಲಿ ತಾಲೂಕು ಆರೋಗ್ಯಾಧಿಕಾರಿ ಡಾ.ಡಿ.ನಟರಾಜ್ ಯಶಸ್ವಿಯಾಗಿದ್ದರು ಎಂದು ಜಿಲ್ಲಾ ಆರೋಗ್ಯ ಕುಟುಂಬ ಕಲ್ಯಾಣಾಧಿಕಾರಿ ಡಾ.ಕುಮಾರಸ್ವಾಮಿ ತಿಳಿಸಿದರು. ಪಟ್ಟಣದ ಸಂಗೊಳ್ಳಿ ರಾಯಣ್ಣ ಸಮುದಾಯ ಭವನದಲ್ಲಿ ತಾಲೂಕು ಸರ್ಕಾರಿ ನೌಕರರ ಸಂಘದಿಂದ ಹಮ್ಮಿಕೊಂಡಿದ್ದ ತಾಲೂಕು ಆರೋಗ್ಯಾಧಿಕಾರಿ ಡಾ.ಡಿ.ನಟರಾಜ್ ಅವರ ಬೀಳ್ಕೊಡುಗೆ ಸಮಾರಂಭದಲ್ಲಿ ಅವರು ಮಾತನಾಡಿದರು.: [93, 1314, 282, 1598]
s1-kicker: [93, 214, 282, 289]
